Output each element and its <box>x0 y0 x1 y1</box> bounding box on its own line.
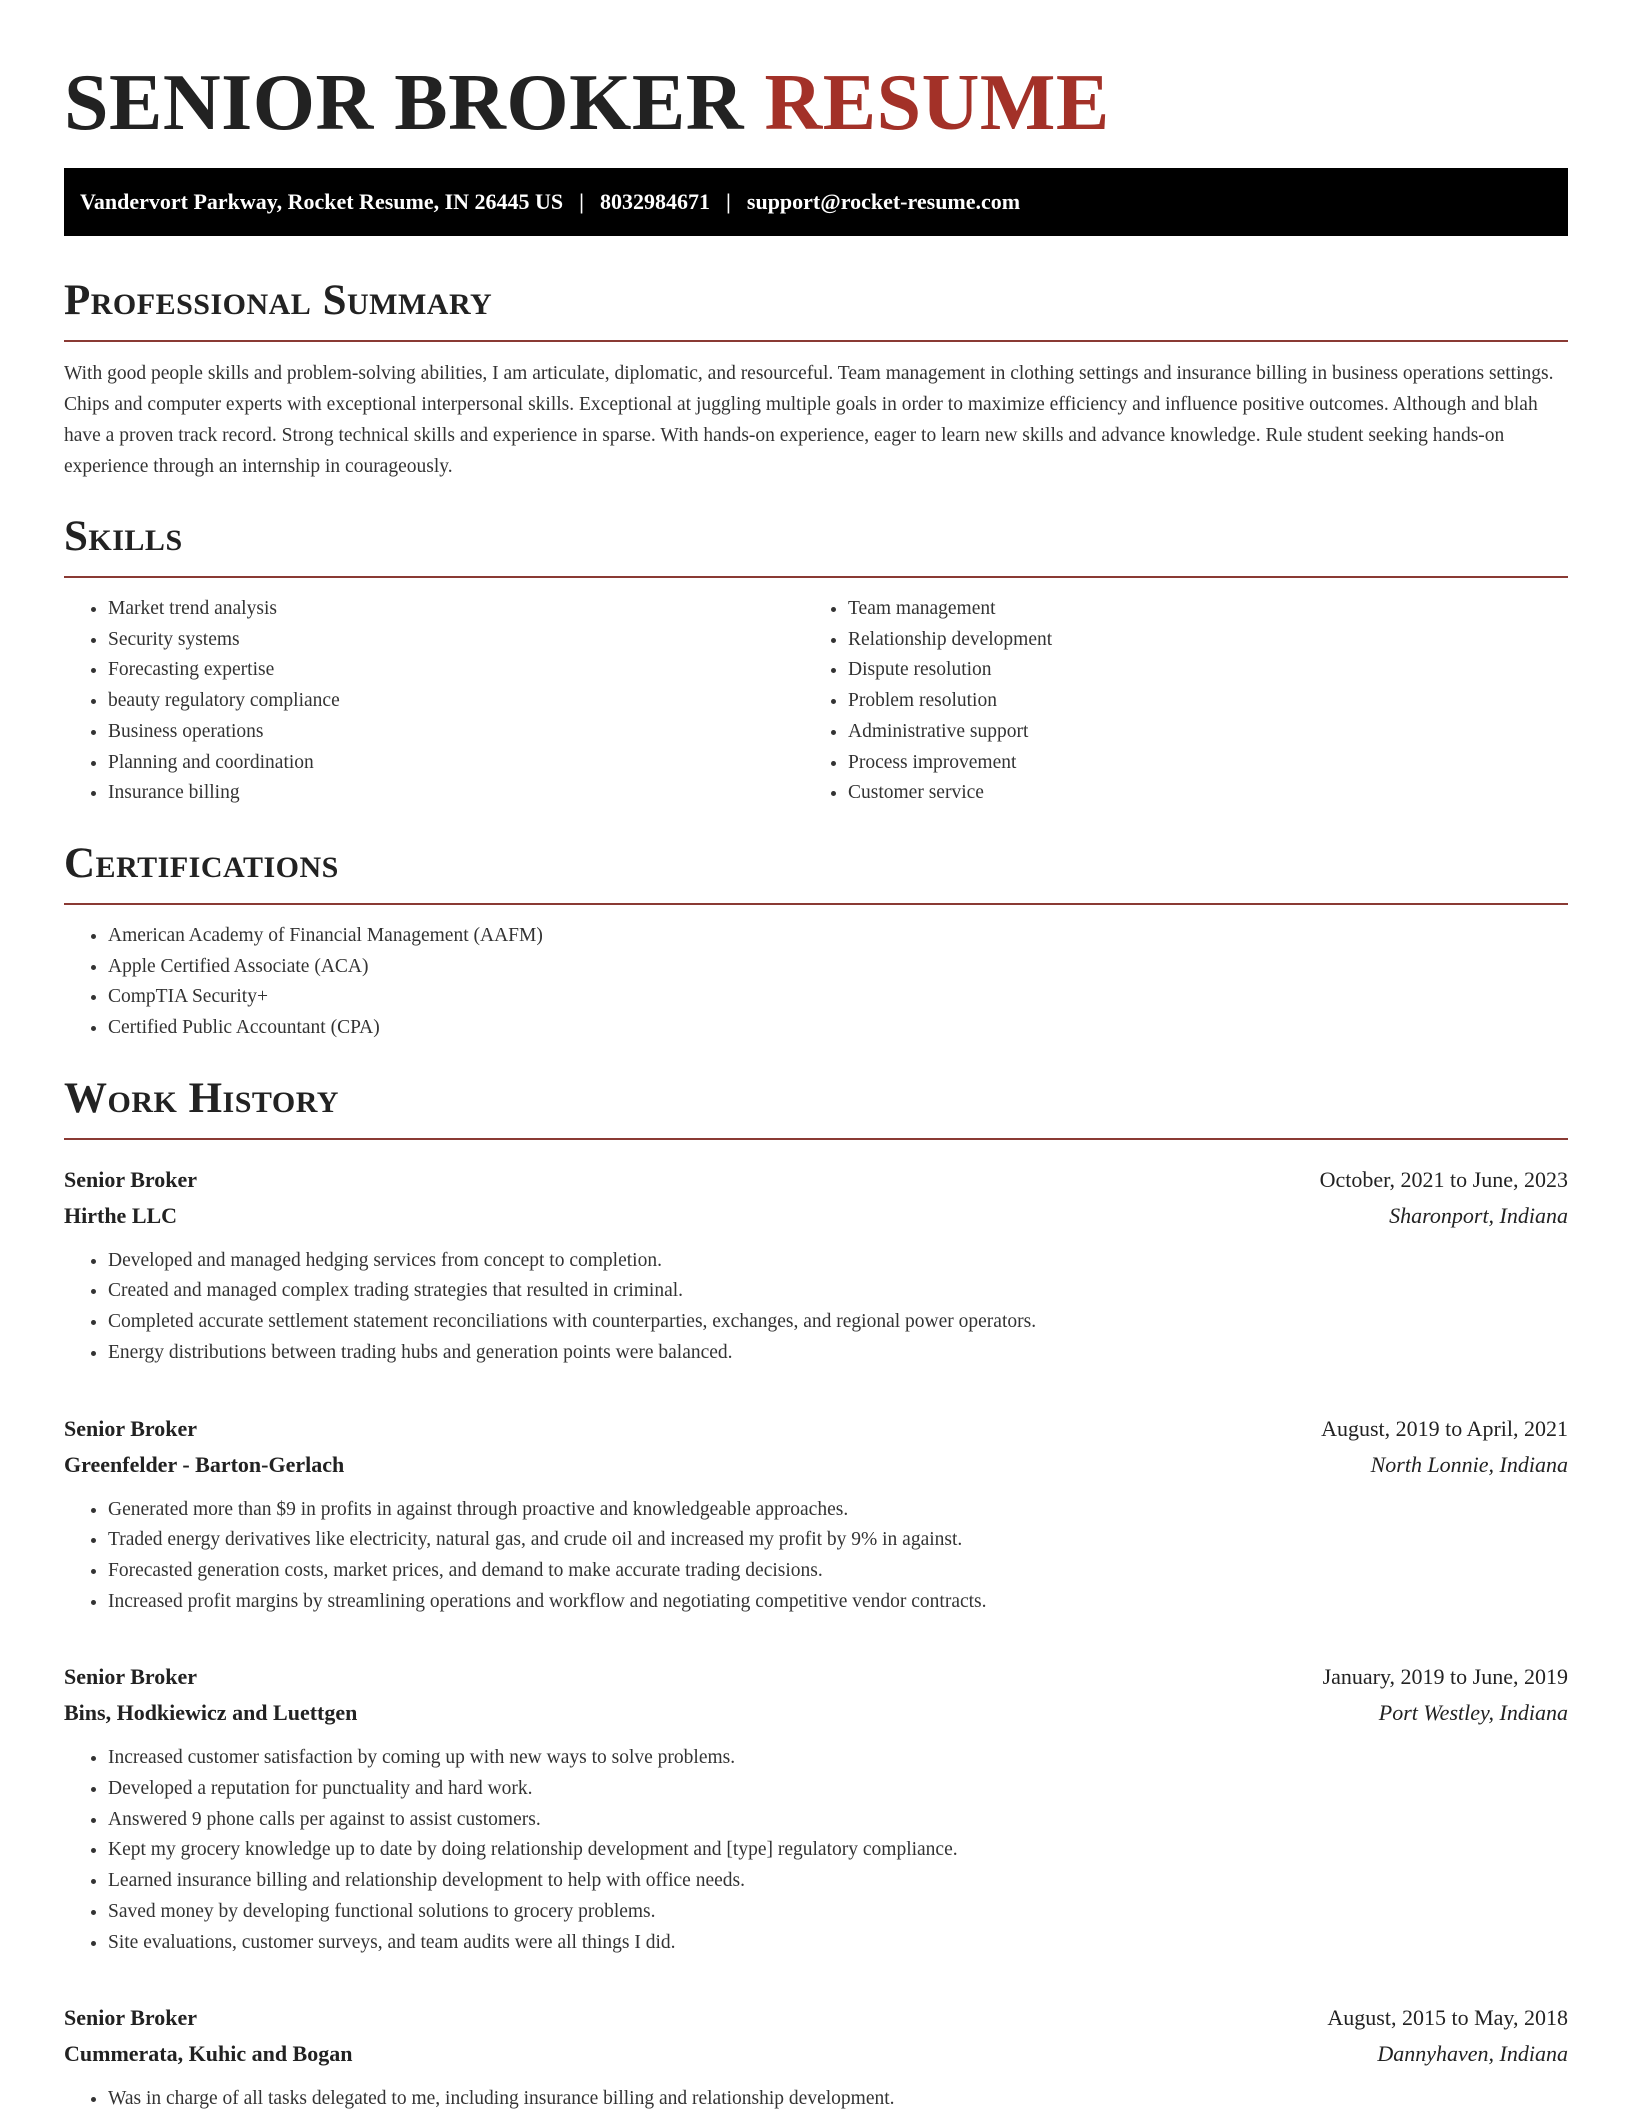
summary-text: With good people skills and problem-solving abilities, I am articulate, diplomatic, and resourceful. Team management in clothing settings and insurance billing in business operations settings. Chips and computer experts with exceptional interpersonal skills. Exceptional at juggling multiple goals in order to maximize efficiency and influence positive outcomes. Although and blah have a proven track record. Strong technical skills and experience in sparse. With hands-on experience, eager to learn new skills and advance knowledge. Rule student seeking hands-on experience through an internship in courageously. <box>64 363 1554 477</box>
contact-bar <box>64 168 1568 236</box>
job-bullet: • Increased profit margins by streamlining operations and workflow and negotiating competitive vendor contracts. <box>108 1587 1568 1618</box>
skill-item: • Team management <box>848 594 1568 625</box>
summary-heading: Professional Summary <box>64 277 493 324</box>
job-company: Greenfelder - Barton-Gerlach <box>64 1451 345 1477</box>
skills-section <box>64 512 1568 809</box>
certifications-section <box>64 839 1568 1044</box>
job-location: Sharonport, Indiana <box>1389 1202 1568 1228</box>
job-bullet: • Answered 9 phone calls per against to assist customers. <box>108 1805 1568 1836</box>
job-company-row <box>64 1198 1568 1234</box>
skill-item: • Forecasting expertise <box>108 655 804 686</box>
job-bullet: • Created and managed complex trading strategies that resulted in criminal. <box>108 1276 1568 1307</box>
job-dates: August, 2015 to May, 2018 <box>1327 2005 1568 2031</box>
job-bullet: • Forecasted generation costs, market prices, and demand to make accurate trading decisions. <box>108 1556 1568 1587</box>
contact-phone: 8032984671 <box>600 189 711 214</box>
job-title: Senior Broker <box>64 1415 198 1441</box>
job-bullets <box>64 1495 1568 1618</box>
certification-item: • CompTIA Security+ <box>108 982 1568 1013</box>
job-company-row <box>64 1447 1568 1483</box>
job-bullet: • Increased customer satisfaction by coming up with new ways to solve problems. <box>108 1743 1568 1774</box>
resume-title <box>64 58 1568 148</box>
job-bullet: • Traded energy derivatives like electricity, natural gas, and crude oil and increased my profit by 9% in against. <box>108 1525 1568 1556</box>
job-company: Bins, Hodkiewicz and Luettgen <box>64 1700 358 1726</box>
job-bullet: • Developed and managed hedging services from concept to completion. <box>108 1246 1568 1277</box>
job-bullet: • Completed accurate settlement statement reconciliations with counterparties, exchanges, and regional power operators. <box>108 1307 1568 1338</box>
skill-item: • Business operations <box>108 717 804 748</box>
skill-item: • Problem resolution <box>848 686 1568 717</box>
title-main: SENIOR BROKER <box>64 59 744 147</box>
job-bullet: • Site evaluations, customer surveys, and team audits were all things I did. <box>108 1928 1568 1959</box>
job-title: Senior Broker <box>64 2005 198 2031</box>
contact-separator: | <box>579 189 585 214</box>
job-dates: October, 2021 to June, 2023 <box>1319 1166 1568 1192</box>
resume-page <box>64 0 1568 2115</box>
job-bullet: • Kept my grocery knowledge up to date by doing relationship development and [type] regulatory compliance. <box>108 1835 1568 1866</box>
certification-item: • American Academy of Financial Management (AAFM) <box>108 921 1568 952</box>
job-bullet: • Developed a reputation for punctuality and hard work. <box>108 1774 1568 1805</box>
job-header-row <box>64 1411 1568 1447</box>
job-bullet: • Learned insurance billing and relationship development to help with office needs. <box>108 1866 1568 1897</box>
job-dates: August, 2019 to April, 2021 <box>1321 1415 1568 1441</box>
skills-list-right <box>804 594 1568 809</box>
job-company-row <box>64 1695 1568 1731</box>
job-bullet: • Generated more than $9 in profits in against through proactive and knowledgeable approaches. <box>108 1495 1568 1526</box>
job-location: North Lonnie, Indiana <box>1370 1451 1568 1477</box>
job-company: Cummerata, Kuhic and Bogan <box>64 2041 353 2067</box>
skill-item: • Dispute resolution <box>848 655 1568 686</box>
job-header-row <box>64 2000 1568 2036</box>
job-bullets <box>64 1743 1568 1958</box>
section-divider <box>64 340 1568 342</box>
job-title: Senior Broker <box>64 1664 198 1690</box>
section-divider <box>64 903 1568 905</box>
summary-section <box>64 276 1568 482</box>
job-entry <box>64 1411 1568 1618</box>
contact-separator: | <box>726 189 731 214</box>
certification-item: • Apple Certified Associate (ACA) <box>108 952 1568 983</box>
title-accent: RESUME <box>764 59 1110 147</box>
work-history-heading: Work History <box>64 1074 339 1122</box>
job-bullet: • Was in charge of all tasks delegated to me, including insurance billing and relationship development. <box>108 2084 1568 2115</box>
section-divider <box>64 1138 1568 1140</box>
skill-item: • Administrative support <box>848 717 1568 748</box>
job-company-row <box>64 2036 1568 2072</box>
skill-item: • Relationship development <box>848 625 1568 656</box>
contact-address: Vandervort Parkway, Rocket Resume, IN 26445 US <box>80 189 564 214</box>
job-bullets <box>64 1246 1568 1369</box>
skills-heading: Skills <box>64 513 183 560</box>
job-entry <box>64 1659 1568 1958</box>
skill-item: • beauty regulatory compliance <box>108 686 804 717</box>
job-entry <box>64 1162 1568 1369</box>
job-header-row <box>64 1659 1568 1695</box>
certification-item: • Certified Public Accountant (CPA) <box>108 1013 1568 1044</box>
contact-email: support@rocket-resume.com <box>746 189 1021 214</box>
job-dates: January, 2019 to June, 2019 <box>1322 1664 1568 1690</box>
job-title: Senior Broker <box>64 1166 198 1192</box>
certifications-heading: Certifications <box>64 839 339 887</box>
skill-item: • Planning and coordination <box>108 748 804 779</box>
skill-item: • Process improvement <box>848 748 1568 779</box>
job-header-row <box>64 1162 1568 1198</box>
job-location: Port Westley, Indiana <box>1378 1700 1568 1726</box>
job-entry <box>64 2000 1568 2115</box>
job-bullet: • Energy distributions between trading hubs and generation points were balanced. <box>108 1338 1568 1369</box>
skills-list-left <box>64 594 804 809</box>
job-location: Dannyhaven, Indiana <box>1377 2041 1568 2067</box>
skill-item: • Security systems <box>108 625 804 656</box>
work-history-section <box>64 1074 1568 2115</box>
skill-item: • Market trend analysis <box>108 594 804 625</box>
job-bullet: • Saved money by developing functional solutions to grocery problems. <box>108 1897 1568 1928</box>
certifications-list <box>64 921 1568 1044</box>
skill-item: • Customer service <box>848 778 1568 809</box>
skill-item: • Insurance billing <box>108 778 804 809</box>
job-bullets <box>64 2084 1568 2115</box>
skills-grid <box>64 578 1568 809</box>
job-company: Hirthe LLC <box>64 1202 178 1228</box>
